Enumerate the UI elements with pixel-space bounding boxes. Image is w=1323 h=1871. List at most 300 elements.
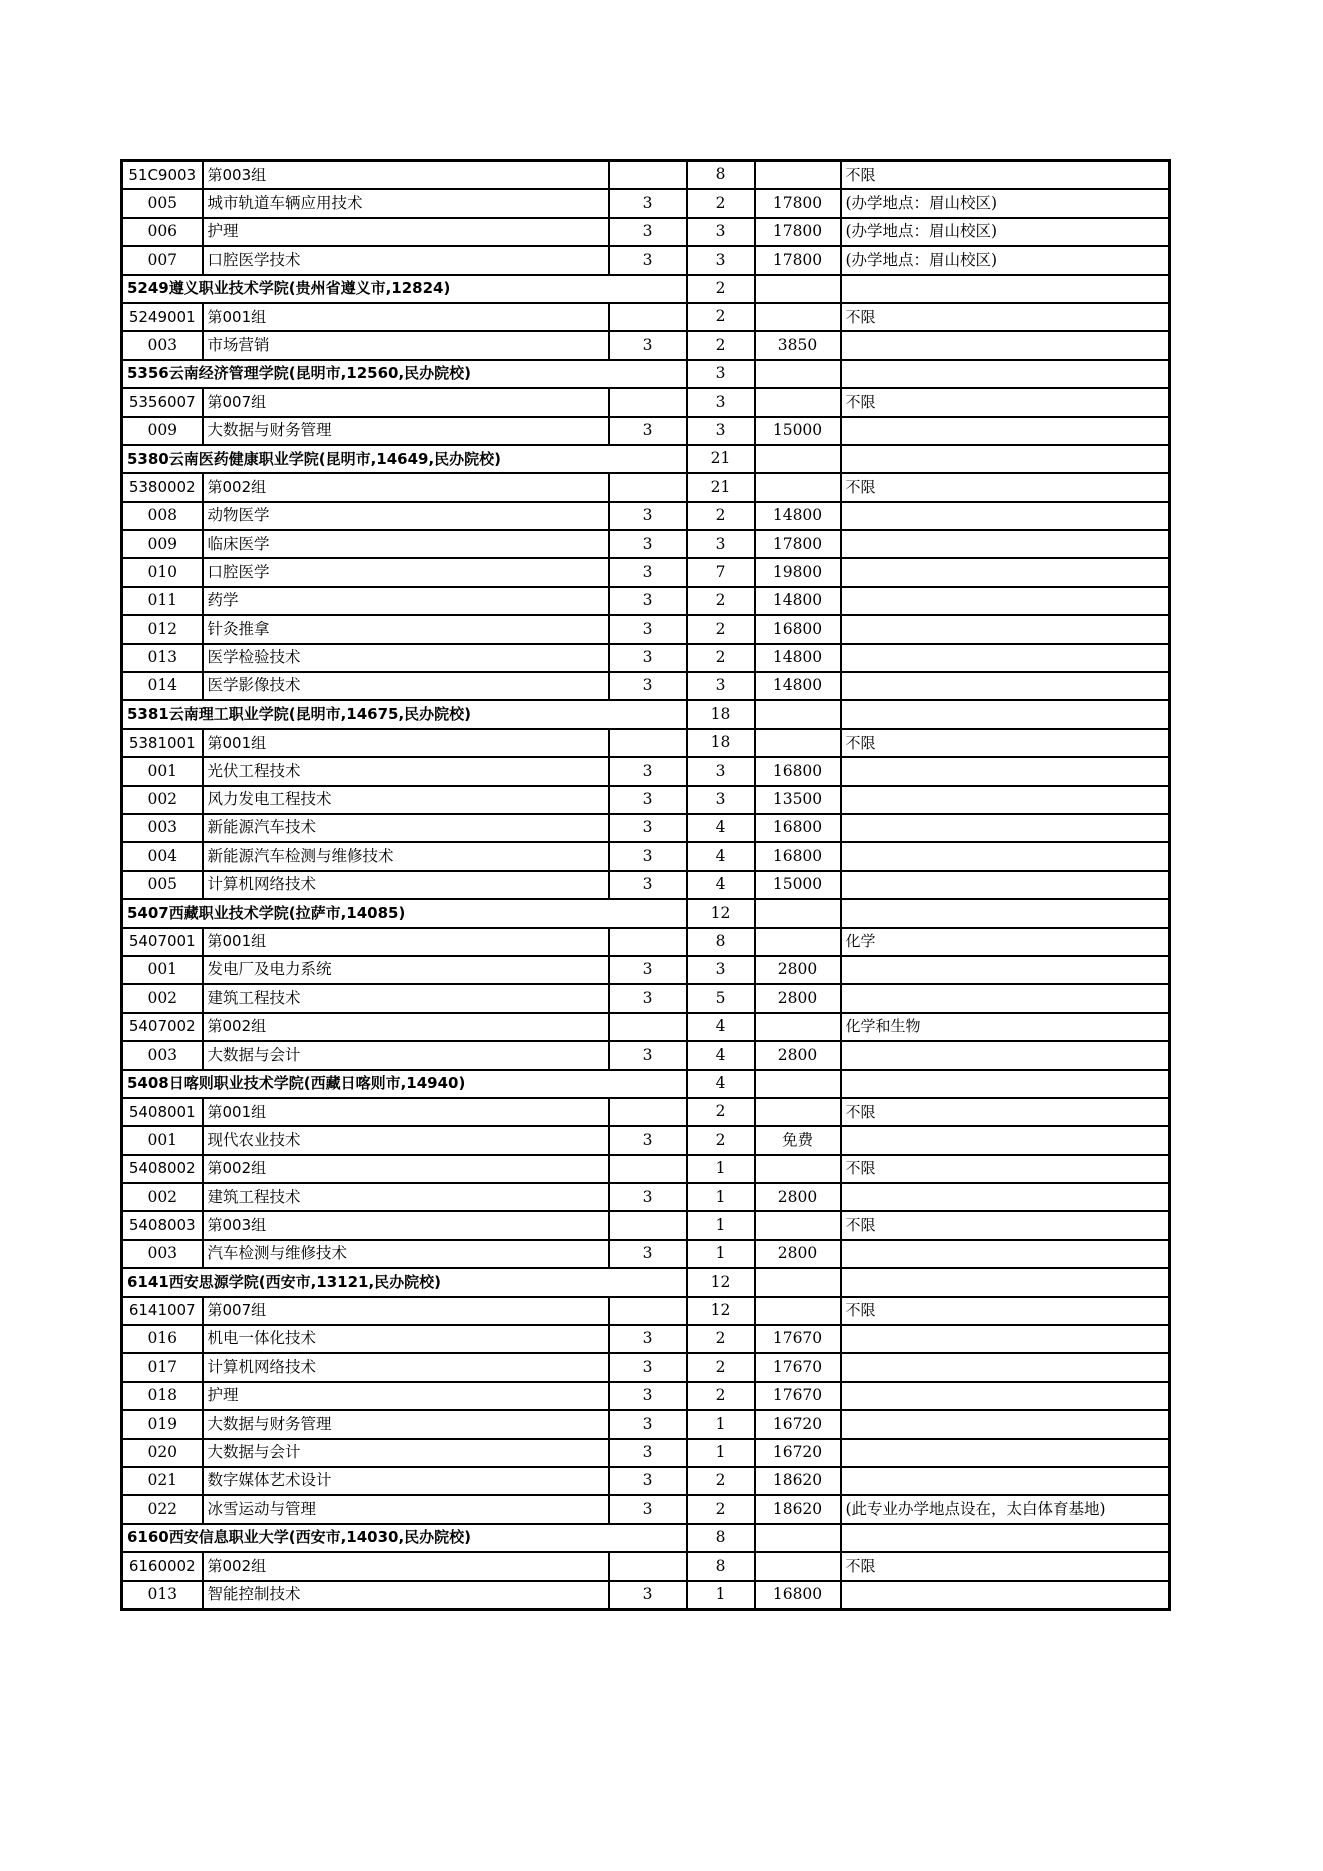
major-name: 计算机网络技术 (203, 1353, 609, 1381)
tuition-fee: 16800 (755, 842, 841, 870)
plan-count: 3 (687, 530, 755, 558)
major-code: 018 (122, 1382, 203, 1410)
note-cell (841, 615, 1170, 643)
tuition-fee: 17670 (755, 1353, 841, 1381)
major-code: 008 (122, 502, 203, 530)
school-name: 6141西安思源学院(西安市,13121,民办院校) (122, 1268, 687, 1296)
years-cell (609, 729, 687, 757)
subject-requirement: 不限 (841, 1098, 1170, 1126)
major-row (122, 502, 1170, 530)
major-code: 006 (122, 218, 203, 246)
subject-requirement: 不限 (841, 729, 1170, 757)
tuition-fee: 16800 (755, 1581, 841, 1610)
major-code: 021 (122, 1467, 203, 1495)
major-name: 口腔医学技术 (203, 246, 609, 274)
major-row (122, 615, 1170, 643)
group-row (122, 729, 1170, 757)
major-row (122, 1581, 1170, 1610)
fee-cell (755, 1268, 841, 1296)
major-name: 口腔医学 (203, 558, 609, 586)
plan-count: 2 (687, 1467, 755, 1495)
group-name: 第003组 (203, 1211, 609, 1239)
major-row (122, 757, 1170, 785)
tuition-fee: 2800 (755, 1183, 841, 1211)
years-cell: 3 (609, 1041, 687, 1069)
years-cell: 3 (609, 757, 687, 785)
plan-count: 2 (687, 189, 755, 217)
note-cell (841, 445, 1170, 473)
years-cell (609, 928, 687, 956)
major-name: 光伏工程技术 (203, 757, 609, 785)
school-row (122, 275, 1170, 303)
plan-count: 3 (687, 218, 755, 246)
school-row (122, 1070, 1170, 1098)
school-name: 5381云南理工职业学院(昆明市,14675,民办院校) (122, 700, 687, 728)
years-cell: 3 (609, 1183, 687, 1211)
tuition-fee: 19800 (755, 558, 841, 586)
group-name: 第007组 (203, 1297, 609, 1325)
note-cell (841, 1382, 1170, 1410)
fee-cell (755, 473, 841, 501)
major-name: 机电一体化技术 (203, 1325, 609, 1353)
tuition-fee: 17670 (755, 1325, 841, 1353)
major-name: 计算机网络技术 (203, 871, 609, 899)
tuition-fee: 14800 (755, 587, 841, 615)
group-name: 第001组 (203, 1098, 609, 1126)
group-code: 5407001 (122, 928, 203, 956)
group-code: 5408003 (122, 1211, 203, 1239)
major-name: 临床医学 (203, 530, 609, 558)
major-code: 003 (122, 814, 203, 842)
note-cell (841, 558, 1170, 586)
group-code: 5381001 (122, 729, 203, 757)
plan-count: 8 (687, 161, 755, 190)
note-cell (841, 1268, 1170, 1296)
major-row (122, 218, 1170, 246)
plan-count: 3 (687, 360, 755, 388)
note-cell (841, 672, 1170, 700)
plan-count: 1 (687, 1211, 755, 1239)
group-code: 51C9003 (122, 161, 203, 190)
table-body (122, 161, 1170, 1610)
school-name: 5407西藏职业技术学院(拉萨市,14085) (122, 899, 687, 927)
years-cell: 3 (609, 331, 687, 359)
group-row (122, 161, 1170, 190)
note-cell (841, 814, 1170, 842)
note-cell (841, 1410, 1170, 1438)
major-code: 022 (122, 1495, 203, 1523)
group-row (122, 303, 1170, 331)
major-row (122, 644, 1170, 672)
note-cell (841, 786, 1170, 814)
fee-cell (755, 360, 841, 388)
years-cell: 3 (609, 615, 687, 643)
fee-cell (755, 1211, 841, 1239)
tuition-fee: 16800 (755, 757, 841, 785)
years-cell: 3 (609, 1581, 687, 1610)
group-row (122, 1297, 1170, 1325)
tuition-fee: 14800 (755, 644, 841, 672)
plan-count: 2 (687, 1495, 755, 1523)
plan-count: 4 (687, 1041, 755, 1069)
tuition-fee: 15000 (755, 417, 841, 445)
note-cell (841, 1353, 1170, 1381)
major-code: 010 (122, 558, 203, 586)
major-row (122, 1382, 1170, 1410)
note-cell (841, 899, 1170, 927)
plan-count: 2 (687, 615, 755, 643)
note-cell (841, 587, 1170, 615)
tuition-fee: 16800 (755, 615, 841, 643)
plan-count: 1 (687, 1240, 755, 1268)
major-name: 风力发电工程技术 (203, 786, 609, 814)
group-row (122, 1211, 1170, 1239)
major-row (122, 1126, 1170, 1154)
years-cell: 3 (609, 1325, 687, 1353)
tuition-fee: 16800 (755, 814, 841, 842)
note-cell: (办学地点：眉山校区) (841, 189, 1170, 217)
major-row (122, 1439, 1170, 1467)
major-code: 001 (122, 1126, 203, 1154)
major-name: 大数据与会计 (203, 1041, 609, 1069)
plan-count: 1 (687, 1581, 755, 1610)
group-row (122, 928, 1170, 956)
note-cell (841, 502, 1170, 530)
subject-requirement: 不限 (841, 303, 1170, 331)
major-name: 动物医学 (203, 502, 609, 530)
plan-count: 2 (687, 1325, 755, 1353)
plan-count: 3 (687, 786, 755, 814)
fee-cell (755, 1013, 841, 1041)
plan-count: 3 (687, 388, 755, 416)
major-code: 016 (122, 1325, 203, 1353)
tuition-fee: 17800 (755, 189, 841, 217)
major-row (122, 1041, 1170, 1069)
school-row (122, 445, 1170, 473)
tuition-fee: 2800 (755, 1041, 841, 1069)
years-cell: 3 (609, 1410, 687, 1438)
major-code: 003 (122, 1240, 203, 1268)
major-row (122, 1325, 1170, 1353)
years-cell (609, 1098, 687, 1126)
years-cell: 3 (609, 1353, 687, 1381)
years-cell: 3 (609, 1126, 687, 1154)
fee-cell (755, 1155, 841, 1183)
group-code: 5408002 (122, 1155, 203, 1183)
group-row (122, 1155, 1170, 1183)
fee-cell (755, 729, 841, 757)
subject-requirement: 不限 (841, 1552, 1170, 1580)
years-cell: 3 (609, 246, 687, 274)
group-row (122, 1098, 1170, 1126)
years-cell (609, 1552, 687, 1580)
tuition-fee: 3850 (755, 331, 841, 359)
plan-count: 4 (687, 842, 755, 870)
plan-count: 4 (687, 814, 755, 842)
group-name: 第003组 (203, 161, 609, 190)
major-name: 汽车检测与维修技术 (203, 1240, 609, 1268)
tuition-fee: 14800 (755, 502, 841, 530)
note-cell (841, 984, 1170, 1012)
plan-count: 2 (687, 1126, 755, 1154)
group-name: 第007组 (203, 388, 609, 416)
major-code: 005 (122, 871, 203, 899)
major-name: 医学检验技术 (203, 644, 609, 672)
tuition-fee: 16720 (755, 1439, 841, 1467)
major-name: 智能控制技术 (203, 1581, 609, 1610)
note-cell (841, 956, 1170, 984)
plan-count: 3 (687, 417, 755, 445)
group-code: 6160002 (122, 1552, 203, 1580)
plan-count: 18 (687, 700, 755, 728)
years-cell (609, 1013, 687, 1041)
major-code: 002 (122, 1183, 203, 1211)
note-cell (841, 275, 1170, 303)
years-cell: 3 (609, 558, 687, 586)
group-name: 第002组 (203, 1552, 609, 1580)
note-cell (841, 700, 1170, 728)
major-row (122, 1410, 1170, 1438)
plan-count: 2 (687, 331, 755, 359)
major-name: 现代农业技术 (203, 1126, 609, 1154)
major-name: 城市轨道车辆应用技术 (203, 189, 609, 217)
major-code: 009 (122, 417, 203, 445)
fee-cell (755, 1524, 841, 1552)
plan-count: 2 (687, 1382, 755, 1410)
major-row (122, 189, 1170, 217)
group-code: 6141007 (122, 1297, 203, 1325)
fee-cell (755, 700, 841, 728)
major-name: 大数据与财务管理 (203, 1410, 609, 1438)
note-cell (841, 842, 1170, 870)
fee-cell (755, 388, 841, 416)
years-cell: 3 (609, 1382, 687, 1410)
fee-cell (755, 1552, 841, 1580)
major-code: 001 (122, 757, 203, 785)
years-cell (609, 1155, 687, 1183)
tuition-fee: 免费 (755, 1126, 841, 1154)
years-cell: 3 (609, 1240, 687, 1268)
fee-cell (755, 1297, 841, 1325)
years-cell: 3 (609, 502, 687, 530)
group-row (122, 473, 1170, 501)
years-cell (609, 1297, 687, 1325)
note-cell (841, 417, 1170, 445)
note-cell (841, 1439, 1170, 1467)
plan-count: 2 (687, 303, 755, 331)
subject-requirement: 不限 (841, 473, 1170, 501)
note-cell (841, 1524, 1170, 1552)
group-name: 第001组 (203, 928, 609, 956)
plan-count: 4 (687, 1013, 755, 1041)
major-row (122, 417, 1170, 445)
major-code: 009 (122, 530, 203, 558)
plan-count: 2 (687, 644, 755, 672)
note-cell: (办学地点：眉山校区) (841, 246, 1170, 274)
major-name: 建筑工程技术 (203, 1183, 609, 1211)
tuition-fee: 13500 (755, 786, 841, 814)
major-row (122, 984, 1170, 1012)
major-row (122, 842, 1170, 870)
plan-count: 1 (687, 1410, 755, 1438)
major-name: 护理 (203, 218, 609, 246)
major-code: 011 (122, 587, 203, 615)
major-code: 001 (122, 956, 203, 984)
note-cell: (办学地点：眉山校区) (841, 218, 1170, 246)
years-cell: 3 (609, 814, 687, 842)
years-cell: 3 (609, 1495, 687, 1523)
years-cell: 3 (609, 786, 687, 814)
plan-count: 7 (687, 558, 755, 586)
school-row (122, 700, 1170, 728)
plan-count: 12 (687, 899, 755, 927)
plan-count: 3 (687, 672, 755, 700)
note-cell (841, 1183, 1170, 1211)
fee-cell (755, 1098, 841, 1126)
note-cell (841, 1126, 1170, 1154)
note-cell (841, 871, 1170, 899)
subject-requirement: 不限 (841, 1211, 1170, 1239)
tuition-fee: 17800 (755, 246, 841, 274)
major-code: 013 (122, 644, 203, 672)
plan-count: 2 (687, 502, 755, 530)
years-cell (609, 1211, 687, 1239)
group-row (122, 1552, 1170, 1580)
years-cell: 3 (609, 871, 687, 899)
major-name: 数字媒体艺术设计 (203, 1467, 609, 1495)
years-cell: 3 (609, 672, 687, 700)
major-name: 大数据与会计 (203, 1439, 609, 1467)
major-row (122, 246, 1170, 274)
major-row (122, 1183, 1170, 1211)
school-row (122, 360, 1170, 388)
plan-count: 4 (687, 1070, 755, 1098)
note-cell (841, 1240, 1170, 1268)
plan-count: 3 (687, 956, 755, 984)
plan-count: 2 (687, 275, 755, 303)
fee-cell (755, 303, 841, 331)
major-code: 003 (122, 1041, 203, 1069)
years-cell: 3 (609, 587, 687, 615)
years-cell (609, 473, 687, 501)
school-row (122, 899, 1170, 927)
major-code: 019 (122, 1410, 203, 1438)
school-name: 5356云南经济管理学院(昆明市,12560,民办院校) (122, 360, 687, 388)
major-row (122, 814, 1170, 842)
school-name: 5380云南医药健康职业学院(昆明市,14649,民办院校) (122, 445, 687, 473)
group-code: 5249001 (122, 303, 203, 331)
major-name: 市场营销 (203, 331, 609, 359)
note-cell (841, 757, 1170, 785)
plan-count: 3 (687, 757, 755, 785)
major-name: 建筑工程技术 (203, 984, 609, 1012)
years-cell (609, 303, 687, 331)
school-row (122, 1268, 1170, 1296)
fee-cell (755, 899, 841, 927)
years-cell (609, 388, 687, 416)
major-code: 003 (122, 331, 203, 359)
plan-count: 18 (687, 729, 755, 757)
major-row (122, 331, 1170, 359)
major-code: 017 (122, 1353, 203, 1381)
plan-count: 12 (687, 1268, 755, 1296)
years-cell: 3 (609, 956, 687, 984)
plan-count: 12 (687, 1297, 755, 1325)
note-cell (841, 530, 1170, 558)
major-code: 013 (122, 1581, 203, 1610)
fee-cell (755, 275, 841, 303)
subject-requirement: 不限 (841, 1155, 1170, 1183)
plan-count: 5 (687, 984, 755, 1012)
plan-count: 2 (687, 587, 755, 615)
group-code: 5356007 (122, 388, 203, 416)
plan-count: 1 (687, 1183, 755, 1211)
plan-count: 8 (687, 928, 755, 956)
tuition-fee: 18620 (755, 1467, 841, 1495)
subject-requirement: 不限 (841, 1297, 1170, 1325)
fee-cell (755, 1070, 841, 1098)
years-cell: 3 (609, 530, 687, 558)
years-cell: 3 (609, 1467, 687, 1495)
note-cell (841, 360, 1170, 388)
group-row (122, 388, 1170, 416)
major-code: 002 (122, 786, 203, 814)
major-name: 新能源汽车技术 (203, 814, 609, 842)
major-row (122, 871, 1170, 899)
major-code: 014 (122, 672, 203, 700)
major-code: 007 (122, 246, 203, 274)
major-row (122, 1495, 1170, 1523)
note-cell (841, 1041, 1170, 1069)
major-row (122, 530, 1170, 558)
years-cell: 3 (609, 189, 687, 217)
plan-count: 3 (687, 246, 755, 274)
years-cell (609, 161, 687, 190)
group-name: 第001组 (203, 303, 609, 331)
group-name: 第002组 (203, 1155, 609, 1183)
tuition-fee: 14800 (755, 672, 841, 700)
subject-requirement: 化学 (841, 928, 1170, 956)
subject-requirement: 化学和生物 (841, 1013, 1170, 1041)
tuition-fee: 2800 (755, 984, 841, 1012)
tuition-fee: 15000 (755, 871, 841, 899)
major-code: 005 (122, 189, 203, 217)
note-cell (841, 1581, 1170, 1610)
major-name: 新能源汽车检测与维修技术 (203, 842, 609, 870)
note-cell (841, 1325, 1170, 1353)
tuition-fee: 16720 (755, 1410, 841, 1438)
major-row (122, 1353, 1170, 1381)
years-cell: 3 (609, 218, 687, 246)
note-cell: (此专业办学地点设在，太白体育基地) (841, 1495, 1170, 1523)
group-code: 5407002 (122, 1013, 203, 1041)
group-name: 第001组 (203, 729, 609, 757)
major-row (122, 558, 1170, 586)
note-cell (841, 644, 1170, 672)
major-name: 医学影像技术 (203, 672, 609, 700)
major-code: 002 (122, 984, 203, 1012)
group-name: 第002组 (203, 473, 609, 501)
major-row (122, 956, 1170, 984)
school-name: 6160西安信息职业大学(西安市,14030,民办院校) (122, 1524, 687, 1552)
tuition-fee: 17800 (755, 218, 841, 246)
group-row (122, 1013, 1170, 1041)
plan-count: 21 (687, 445, 755, 473)
major-name: 护理 (203, 1382, 609, 1410)
major-name: 针灸推拿 (203, 615, 609, 643)
plan-count: 8 (687, 1552, 755, 1580)
major-row (122, 1467, 1170, 1495)
